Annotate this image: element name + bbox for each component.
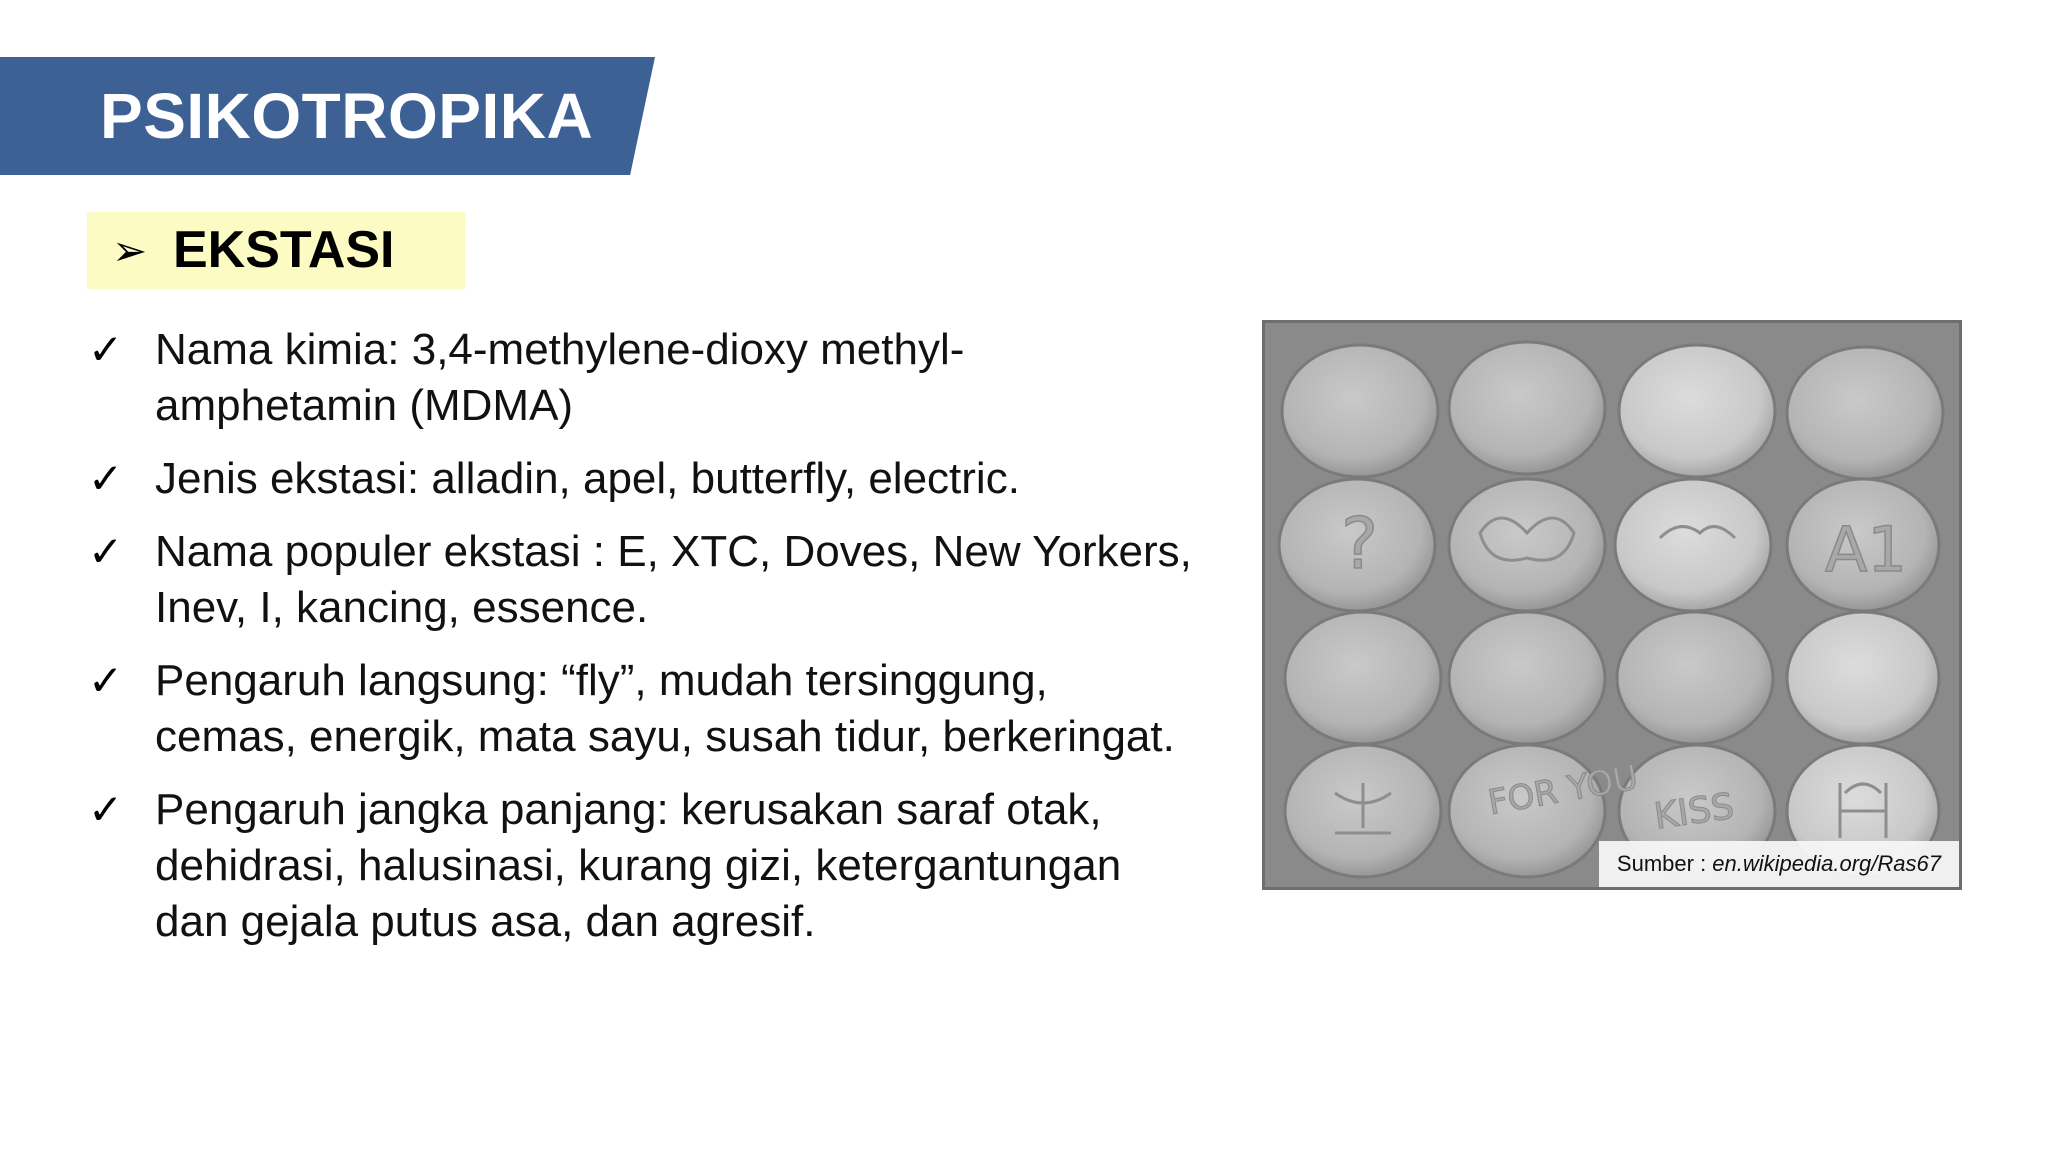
list-item xyxy=(88,451,1198,507)
pill-mark-kiss: KISS xyxy=(1651,785,1737,838)
bullet-text: Jenis ekstasi: alladin, apel, butterfly, electric. xyxy=(155,454,1020,503)
list-item xyxy=(88,524,1198,636)
section-heading: EKSTASI xyxy=(173,221,395,279)
checkmark-icon: ✓ xyxy=(88,454,124,503)
bullet-text: Pengaruh langsung: “fly”, mudah tersinggung, cemas, energik, mata sayu, susah tidur, berkeringat. xyxy=(155,656,1175,761)
checkmark-icon: ✓ xyxy=(88,527,124,576)
checkmark-icon: ✓ xyxy=(88,785,124,834)
source-prefix: Sumber : xyxy=(1616,851,1713,876)
slide-title: PSIKOTROPIKA xyxy=(100,80,594,152)
list-item xyxy=(88,322,1198,434)
bullet-text: Pengaruh jangka panjang: kerusakan saraf otak, dehidrasi, halusinasi, kurang gizi, ketergantungan dan gejala putus asa, dan agresif. xyxy=(155,785,1122,946)
list-item xyxy=(88,782,1198,950)
arrow-bullet-icon: ➢ xyxy=(112,226,148,275)
source-link: en.wikipedia.org/Ras67 xyxy=(1712,851,1941,876)
bullet-list xyxy=(88,322,1198,967)
bullet-text: Nama populer ekstasi : E, XTC, Doves, New Yorkers, Inev, I, kancing, essence. xyxy=(155,527,1192,632)
checkmark-icon: ✓ xyxy=(88,325,124,374)
pill-mark-for-you: FOR YOU xyxy=(1485,757,1642,824)
checkmark-icon: ✓ xyxy=(88,656,124,705)
pill-mark-a1: A1 xyxy=(1825,513,1907,586)
pills-photo xyxy=(1262,320,1962,890)
pill-mark-question: ? xyxy=(1341,503,1379,585)
list-item xyxy=(88,653,1198,765)
bullet-text: Nama kimia: 3,4-methylene-dioxy methyl- amphetamin (MDMA) xyxy=(155,325,965,430)
image-source-caption xyxy=(1599,841,1959,887)
pills-image xyxy=(1265,323,1959,887)
